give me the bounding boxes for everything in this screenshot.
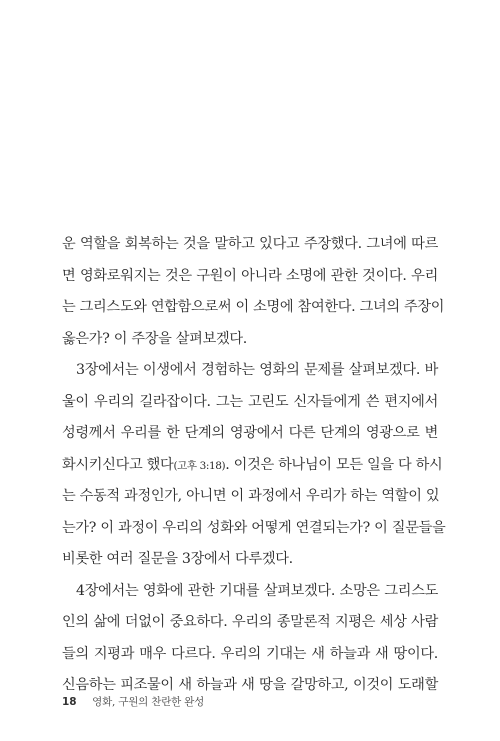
text-line: 들의 지평과 매우 다르다. 우리의 기대는 새 하늘과 새 땅이다. <box>62 645 438 662</box>
paragraph-start-line: 3장에서는 이생에서 경험하는 영화의 문제를 살펴보겠다. 바 <box>76 362 438 378</box>
page-footer <box>62 695 204 709</box>
body-text <box>62 229 446 702</box>
paragraph-start-line: 4장에서는 영화에 관한 기대를 살펴보겠다. 소망은 그리스도 <box>76 582 438 599</box>
text-line: 성령께서 우리를 한 단계의 영광에서 다른 단계의 영광으로 변 <box>62 425 438 441</box>
page-number: 18 <box>62 696 77 708</box>
text-segment: 화시키신다고 했다 <box>62 456 174 473</box>
running-title: 영화, 구원의 찬란한 완성 <box>92 696 205 708</box>
text-line: 는 수동적 과정인가, 아니면 이 과정에서 우리가 하는 역할이 있 <box>62 488 440 504</box>
paragraph-end-line: 비롯한 여러 질문을 3장에서 다루겠다. <box>62 551 293 567</box>
text-line: 는 그리스도와 연합함으로써 이 소명에 참여한다. 그녀의 주장이 <box>62 299 445 315</box>
text-line: 는가? 이 과정이 우리의 성화와 어떻게 연결되는가? 이 질문들을 <box>62 519 446 536</box>
paragraph-end-line: 옳은가? 이 주장을 살펴보겠다. <box>62 330 248 347</box>
text-segment: . 이것은 하나님이 모든 일을 다 하시 <box>225 456 443 473</box>
text-line: 울이 우리의 길라잡이다. 그는 고린도 신자들에게 쓴 편지에서 <box>62 393 438 410</box>
text-line: 운 역할을 회복하는 것을 말하고 있다고 주장했다. 그녀에 따르 <box>62 236 438 252</box>
text-line: 인의 삶에 더없이 중요하다. 우리의 종말론적 지평은 세상 사람 <box>62 614 438 630</box>
text-line-with-citation <box>62 450 443 482</box>
text-line: 신음하는 피조물이 새 하늘과 새 땅을 갈망하고, 이것이 도래할 <box>62 677 438 693</box>
text-line: 면 영화로워지는 것은 구원이 아니라 소명에 관한 것이다. 우리 <box>62 267 438 284</box>
bible-citation: (고후 3:18) <box>173 459 226 472</box>
